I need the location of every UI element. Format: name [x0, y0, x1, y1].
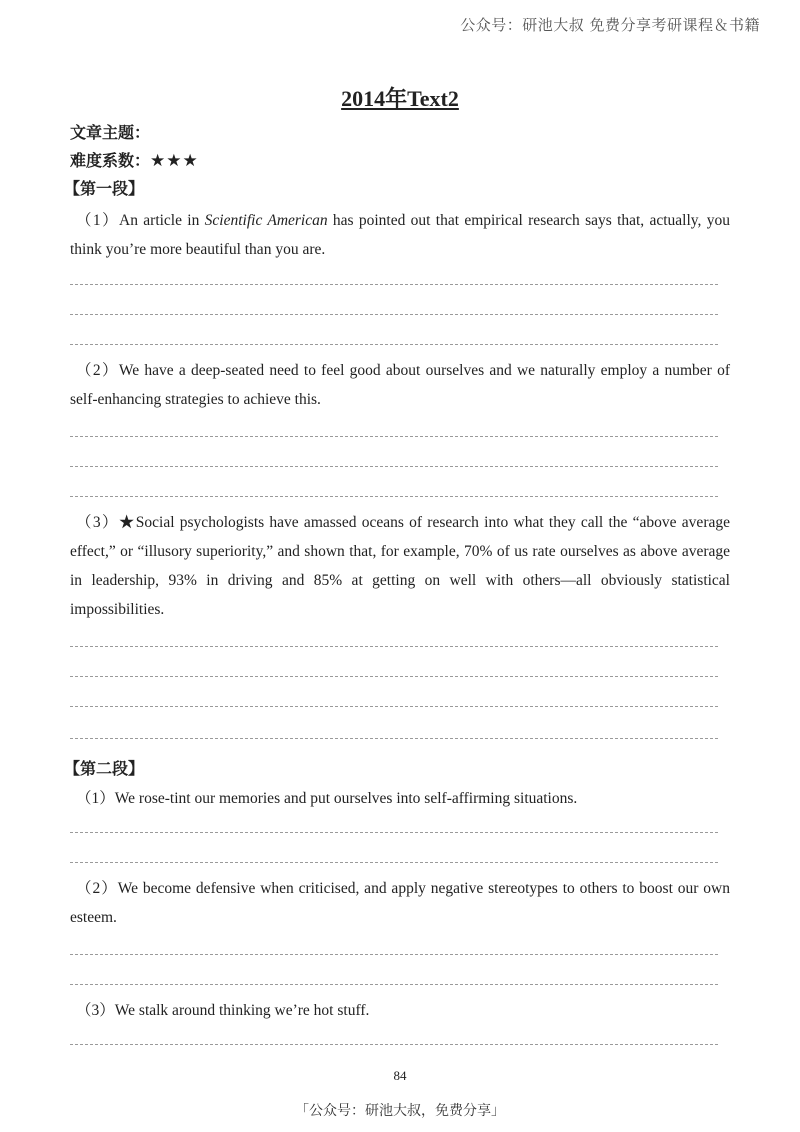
sentence-number: （3）	[76, 514, 119, 531]
sentence-2-2: （2）We become defensive when criticised, and apply negative stereotypes to others to boost our own esteem.	[70, 880, 730, 926]
answer-line	[70, 832, 718, 833]
sentence-2-1: （1）We rose-tint our memories and put ourselves into self-affirming situations.	[76, 790, 578, 807]
answer-line	[70, 738, 718, 739]
section-heading-2: 【第二段】	[64, 759, 145, 778]
answer-line	[70, 954, 718, 955]
difficulty-label: 难度系数：	[70, 151, 151, 170]
answer-line	[70, 646, 718, 647]
section-heading-1: 【第一段】	[64, 179, 145, 198]
italic-title: Scientific American	[204, 212, 328, 229]
answer-line	[70, 706, 718, 707]
answer-line	[70, 436, 718, 437]
page-title: 2014年Text2	[341, 86, 459, 111]
answer-line	[70, 862, 718, 863]
topic-label: 文章主题：	[70, 123, 151, 142]
answer-line	[70, 344, 718, 345]
sentence-number: （1）	[76, 790, 115, 807]
page-number: 84	[393, 1068, 407, 1083]
answer-line	[70, 984, 718, 985]
sentence-1-1: （1）An article in Scientific American has pointed out that empirical research says that, actually, you think you’re more beautiful than you are.	[70, 212, 730, 258]
sentence-1-2: （2）We have a deep-seated need to feel good about ourselves and we naturally employ a number of self-enhancing strategies to achieve this.	[70, 362, 730, 408]
answer-line	[70, 314, 718, 315]
header-watermark: 公众号：研池大叔 免费分享考研课程＆书籍	[460, 16, 760, 34]
sentence-number: （3）	[76, 1002, 115, 1019]
answer-line	[70, 284, 718, 285]
sentence-number: （2）	[76, 362, 119, 379]
sentence-number: （1）	[76, 212, 120, 229]
answer-line	[70, 676, 718, 677]
sentence-2-3: （3）We stalk around thinking we’re hot stuff.	[76, 1002, 370, 1019]
sentence-1-3: （3）★Social psychologists have amassed oceans of research into what they call the “above average effect,” or “illusory superiority,” and shown that, for example, 70% of us rate ourselves as above average in leadership, 93% in driving and 85% at getting on well with others—all obviously statistical impossibilities.	[70, 514, 730, 618]
key-sentence-star: ★	[118, 514, 136, 531]
sentence-number: （2）	[76, 880, 118, 897]
answer-line	[70, 496, 718, 497]
difficulty-stars: ★★★	[150, 151, 199, 171]
footer-watermark: 「公众号：研池大叔，免费分享」	[295, 1103, 505, 1119]
answer-line	[70, 1044, 718, 1045]
difficulty-row	[70, 148, 199, 171]
answer-line	[70, 466, 718, 467]
